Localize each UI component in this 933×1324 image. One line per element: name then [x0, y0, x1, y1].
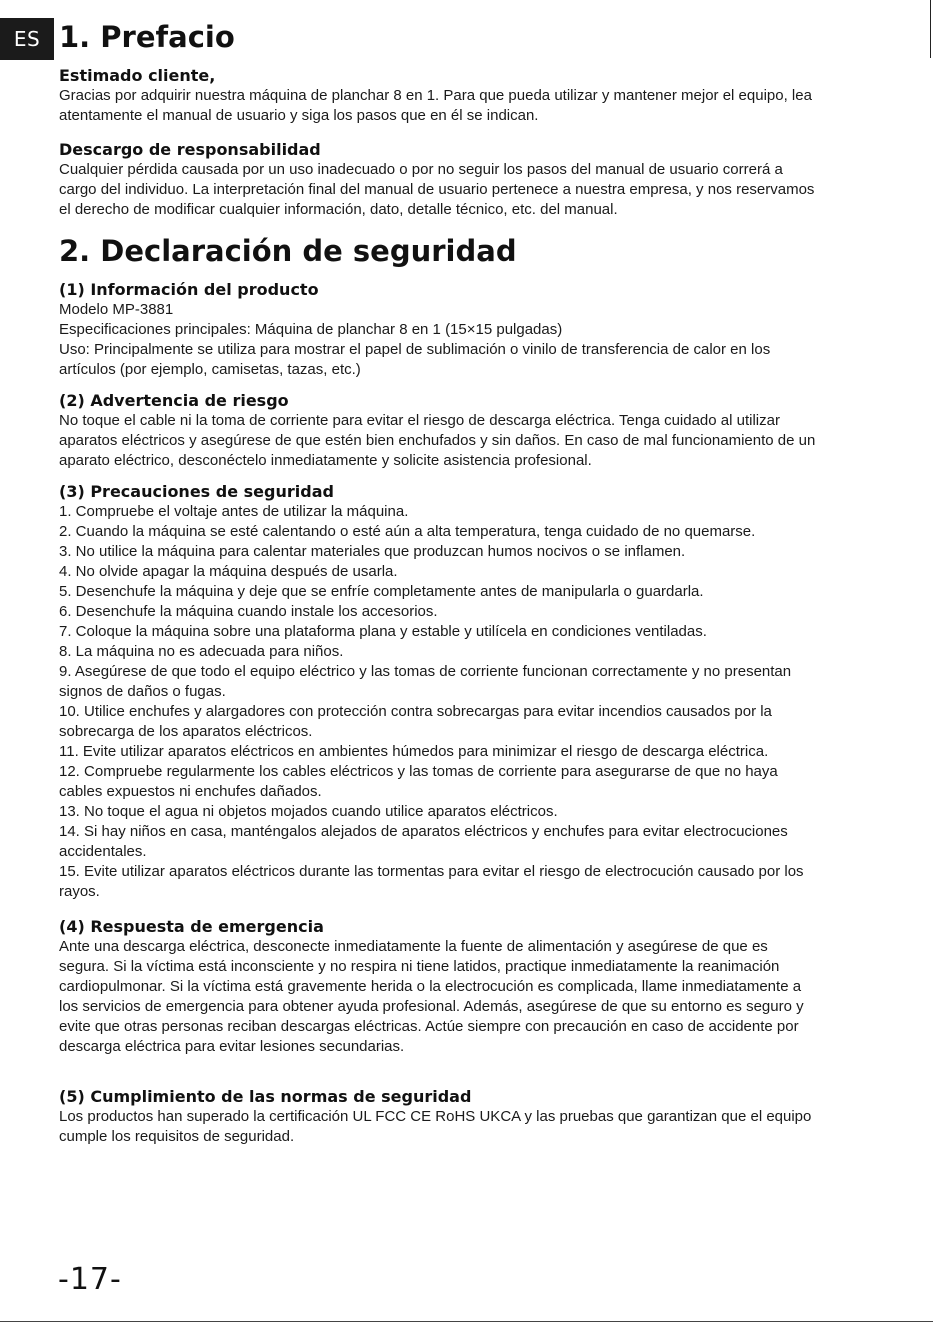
compliance-text: Los productos han superado la certificación UL FCC CE RoHS UKCA y las pruebas que garantizan que el equipo cumple los requisitos de seguridad. [59, 1108, 812, 1145]
emergency-block [59, 917, 819, 1057]
crop-mark [930, 0, 931, 58]
greeting-text: Gracias por adquirir nuestra máquina de planchar 8 en 1. Para que pueda utilizar y mantener mejor el equipo, lea atentamente el manual de usuario y siga los pasos que en él se indican. [59, 87, 812, 124]
precaution-item: 8. La máquina no es adecuada para niños. [59, 643, 344, 660]
precaution-item: 1. Compruebe el voltaje antes de utilizar la máquina. [59, 503, 409, 520]
precaution-item: 15. Evite utilizar aparatos eléctricos durante las tormentas para evitar el riesgo de electrocución causado por los rayos. [59, 863, 804, 900]
precaution-item: 4. No olvide apagar la máquina después de usarla. [59, 563, 398, 580]
risk-warning-text: No toque el cable ni la toma de corriente para evitar el riesgo de descarga eléctrica. Tenga cuidado al utilizar aparatos eléctricos y asegúrese de que estén bien enchufados y sin daños. En caso de mal funcionamiento de un aparato eléctrico, desconéctelo inmediatamente y solicite asistencia profesional. [59, 412, 816, 469]
language-tab: ES [0, 18, 54, 60]
precaution-item: 2. Cuando la máquina se esté calentando o esté aún a alta temperatura, tenga cuidado de no quemarse. [59, 523, 756, 540]
product-model: Modelo MP-3881 [59, 301, 174, 318]
section-title-prefacio: 1. Prefacio [59, 20, 235, 54]
page-number: -17- [58, 1262, 122, 1297]
precautions-heading: (3) Precauciones de seguridad [59, 482, 334, 501]
precaution-item: 13. No toque el agua ni objetos mojados cuando utilice aparatos eléctricos. [59, 803, 558, 820]
precaution-item: 12. Compruebe regularmente los cables eléctricos y las tomas de corriente para asegurarse de que no haya cables expuestos ni enchufes dañados. [59, 763, 778, 800]
precaution-item: 14. Si hay niños en casa, manténgalos alejados de aparatos eléctricos y enchufes para evitar electrocuciones accidentales. [59, 823, 788, 860]
greeting-block [59, 66, 819, 126]
disclaimer-heading: Descargo de responsabilidad [59, 140, 321, 159]
disclaimer-text: Cualquier pérdida causada por un uso inadecuado o por no seguir los pasos del manual de usuario correrá a cargo del individuo. La interpretación final del manual de usuario pertenece a nuestra empresa, y nos reservamos el derecho de modificar cualquier información, dato, detalle técnico, etc. del manual. [59, 161, 815, 218]
risk-warning-heading: (2) Advertencia de riesgo [59, 391, 289, 410]
precaution-item: 6. Desenchufe la máquina cuando instale los accesorios. [59, 603, 438, 620]
bottom-rule [0, 1321, 933, 1322]
precaution-item: 11. Evite utilizar aparatos eléctricos en ambientes húmedos para minimizar el riesgo de descarga eléctrica. [59, 743, 769, 760]
compliance-block [59, 1087, 819, 1147]
product-specs: Especificaciones principales: Máquina de planchar 8 en 1 (15×15 pulgadas) [59, 321, 563, 338]
precaution-item: 7. Coloque la máquina sobre una plataforma plana y estable y utilícela en condiciones ventiladas. [59, 623, 707, 640]
product-usage: Uso: Principalmente se utiliza para mostrar el papel de sublimación o vinilo de transferencia de calor en los artículos (por ejemplo, camisetas, tazas, etc.) [59, 341, 771, 378]
section-security [59, 228, 819, 1147]
precautions-block [59, 482, 819, 902]
precaution-item: 3. No utilice la máquina para calentar materiales que produzcan humos nocivos o se inflamen. [59, 543, 686, 560]
page-content [59, 14, 819, 1158]
emergency-text: Ante una descarga eléctrica, desconecte inmediatamente la fuente de alimentación y asegúrese de que es segura. Si la víctima está inconsciente y no respira ni tiene latidos, practique inmediatamente la reanimación cardiopulmonar. Si la víctima está gravemente herida o la electrocución es complicada, llame inmediatamente a los servicios de emergencia para obtener ayuda profesional. Además, asegúrese de que su entorno es seguro y evite que otras personas reciban descargas eléctricas. Actúe siempre con precaución en caso de accidente por descarga eléctrica para evitar lesiones secundarias. [59, 938, 804, 1055]
precaution-item: 5. Desenchufe la máquina y deje que se enfríe completamente antes de manipularla o guardarla. [59, 583, 704, 600]
emergency-heading: (4) Respuesta de emergencia [59, 917, 324, 936]
section-title-security: 2. Declaración de seguridad [59, 234, 517, 268]
product-info-heading: (1) Información del producto [59, 280, 319, 299]
section-prefacio [59, 14, 819, 220]
product-info-block [59, 280, 819, 380]
disclaimer-block [59, 140, 819, 220]
risk-warning-block [59, 391, 819, 471]
precaution-item: 9. Asegúrese de que todo el equipo eléctrico y las tomas de corriente funcionan correctamente y no presentan signos de daños o fugas. [59, 663, 792, 700]
compliance-heading: (5) Cumplimiento de las normas de seguridad [59, 1087, 472, 1106]
greeting-heading: Estimado cliente, [59, 66, 216, 85]
precaution-item: 10. Utilice enchufes y alargadores con protección contra sobrecargas para evitar incendios causados por la sobrecarga de los aparatos eléctricos. [59, 703, 772, 740]
